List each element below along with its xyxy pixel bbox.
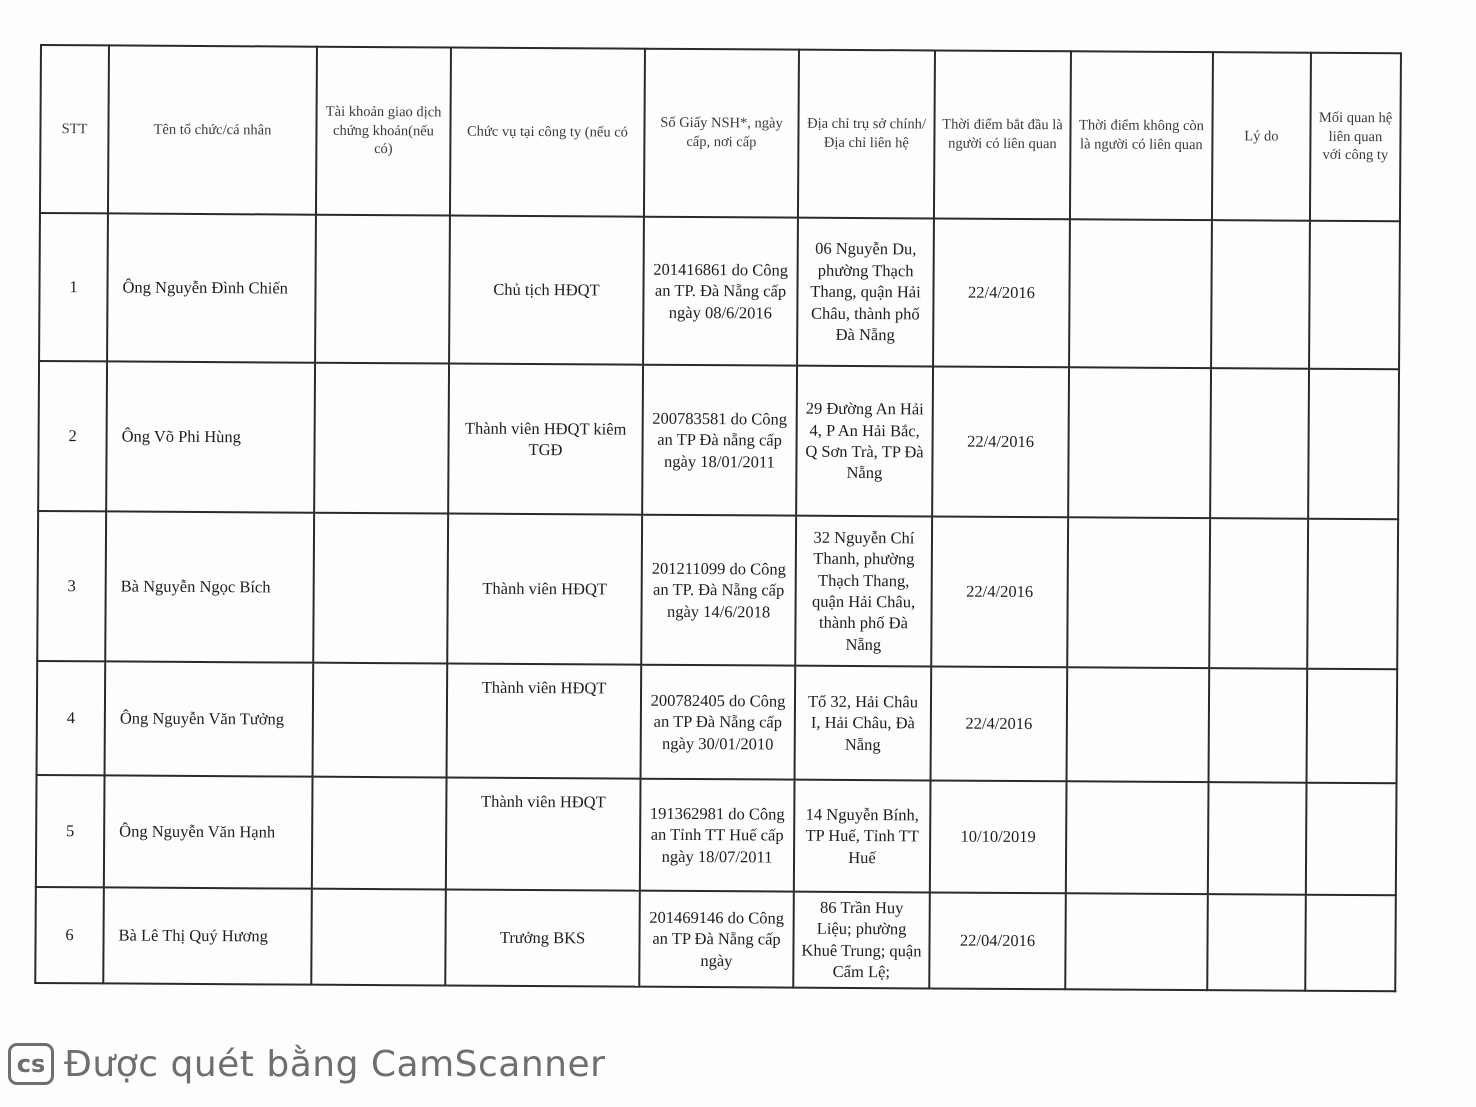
cell-position: Thành viên HĐQT [447, 514, 642, 665]
cell-start-time: 22/4/2016 [931, 666, 1068, 781]
cell-id-doc: 200782405 do Công an TP Đà Nẵng cấp ngày 30/01/2010 [641, 665, 796, 780]
cell-reason [1207, 894, 1306, 990]
cell-id-doc: 200783581 do Công an TP Đà nẵng cấp ngày 18/01/2011 [642, 365, 797, 516]
cell-end-time [1069, 219, 1212, 368]
cell-relation [1307, 519, 1398, 670]
header-name: Tên tổ chức/cá nhân [108, 45, 317, 214]
cell-account [313, 513, 448, 664]
cell-stt: 1 [39, 213, 108, 361]
cell-name: Ông Nguyễn Văn Tưởng [105, 661, 314, 776]
cell-reason [1211, 220, 1310, 369]
cell-address: 32 Nguyễn Chí Thanh, phường Thạch Thang, quận Hải Châu, thành phố Đà Nẵng [795, 516, 932, 667]
cell-end-time [1066, 781, 1209, 894]
cell-account [315, 215, 450, 364]
cell-stt: 6 [35, 887, 104, 983]
cell-id-doc: 201211099 do Công an TP. Đà Nẵng cấp ngày 14/6/2018 [641, 515, 796, 666]
related-persons-table [34, 44, 1402, 992]
cell-end-time [1068, 367, 1211, 518]
cell-end-time [1065, 893, 1208, 990]
cell-name: Ông Nguyễn Văn Hạnh [104, 775, 313, 888]
cell-name: Bà Lê Thị Quý Hương [103, 887, 312, 984]
cell-position: Thành viên HĐQT kiêm TGĐ [448, 364, 643, 515]
cell-id-doc: 201469146 do Công an TP Đà Nẵng cấp ngày [639, 891, 794, 988]
cell-address: 06 Nguyễn Du, phường Thạch Thang, quận Hải Châu, thành phố Đà Nẵng [797, 218, 934, 367]
cell-reason [1209, 518, 1308, 669]
cell-reason [1210, 368, 1309, 519]
table-row [38, 361, 1399, 519]
watermark-text: Được quét bằng CamScanner [64, 1043, 606, 1085]
margin-handwriting-mark [1444, 500, 1464, 700]
cell-relation [1305, 895, 1396, 991]
table-row [39, 213, 1400, 369]
camscanner-logo-icon: cs [8, 1043, 54, 1085]
cell-account [313, 663, 448, 778]
cell-start-time: 22/4/2016 [932, 366, 1069, 517]
cell-name: Bà Nguyễn Ngọc Bích [105, 511, 314, 662]
header-reason: Lý do [1212, 52, 1311, 221]
cell-address: Tổ 32, Hải Châu I, Hải Châu, Đà Nẵng [795, 666, 932, 781]
cell-stt: 3 [37, 511, 106, 661]
header-stt: STT [40, 45, 109, 213]
cell-stt: 4 [37, 661, 106, 775]
header-account: Tài khoản giao dịch chứng khoán(nếu có) [316, 47, 451, 216]
header-relation: Mối quan hệ liên quan với công ty [1310, 53, 1401, 222]
cell-position: Thành viên HĐQT [447, 663, 642, 778]
cell-address: 86 Trần Huy Liệu; phường Khuê Trung; quận Cẩm Lệ; [793, 892, 930, 989]
header-end-time: Thời điểm không còn là người có liên quan [1070, 51, 1213, 220]
table-row [36, 775, 1397, 895]
table-row [35, 887, 1396, 991]
cell-relation [1309, 221, 1400, 370]
cell-account [311, 889, 446, 986]
camscanner-watermark [8, 1040, 605, 1088]
header-address: Địa chỉ trụ sở chính/ Địa chỉ liên hệ [798, 50, 935, 219]
cell-id-doc: 201416861 do Công an TP. Đà Nẵng cấp ngày 08/6/2016 [643, 217, 798, 366]
table-row [37, 661, 1398, 783]
cell-reason [1209, 668, 1308, 783]
cell-relation [1307, 669, 1398, 784]
header-id-doc: Số Giấy NSH*, ngày cấp, nơi cấp [644, 49, 799, 218]
cell-name: Ông Nguyễn Đình Chiến [107, 213, 316, 362]
cell-address: 14 Nguyễn Bính, TP Huế, Tỉnh TT Huế [794, 780, 931, 893]
cell-stt: 5 [36, 775, 105, 887]
cell-position: Chủ tịch HĐQT [449, 216, 644, 365]
cell-relation [1306, 783, 1397, 896]
cell-id-doc: 191362981 do Công an Tỉnh TT Huế cấp ngày 18/07/2011 [640, 779, 795, 892]
cell-end-time [1067, 667, 1210, 782]
cell-start-time: 22/04/2016 [929, 892, 1066, 989]
cell-end-time [1067, 517, 1210, 668]
cell-account [312, 777, 447, 890]
cell-address: 29 Đường An Hải 4, P An Hải Bắc, Q Sơn Trà, TP Đà Nẵng [796, 366, 933, 517]
cell-start-time: 10/10/2019 [930, 780, 1067, 893]
table-header-row [40, 45, 1401, 221]
header-position: Chức vụ tại công ty (nếu có [450, 48, 645, 217]
cell-start-time: 22/4/2016 [933, 218, 1070, 367]
cell-start-time: 22/4/2016 [931, 516, 1068, 667]
cell-account [314, 363, 449, 514]
cell-stt: 2 [38, 361, 107, 511]
table-row [37, 511, 1398, 669]
cell-relation [1308, 369, 1399, 520]
cell-name: Ông Võ Phi Hùng [106, 361, 315, 512]
header-start-time: Thời điểm bắt đầu là người có liên quan [934, 50, 1071, 219]
cell-reason [1208, 782, 1307, 895]
cell-position: Trưởng BKS [445, 889, 640, 986]
cell-position: Thành viên HĐQT [446, 777, 641, 890]
